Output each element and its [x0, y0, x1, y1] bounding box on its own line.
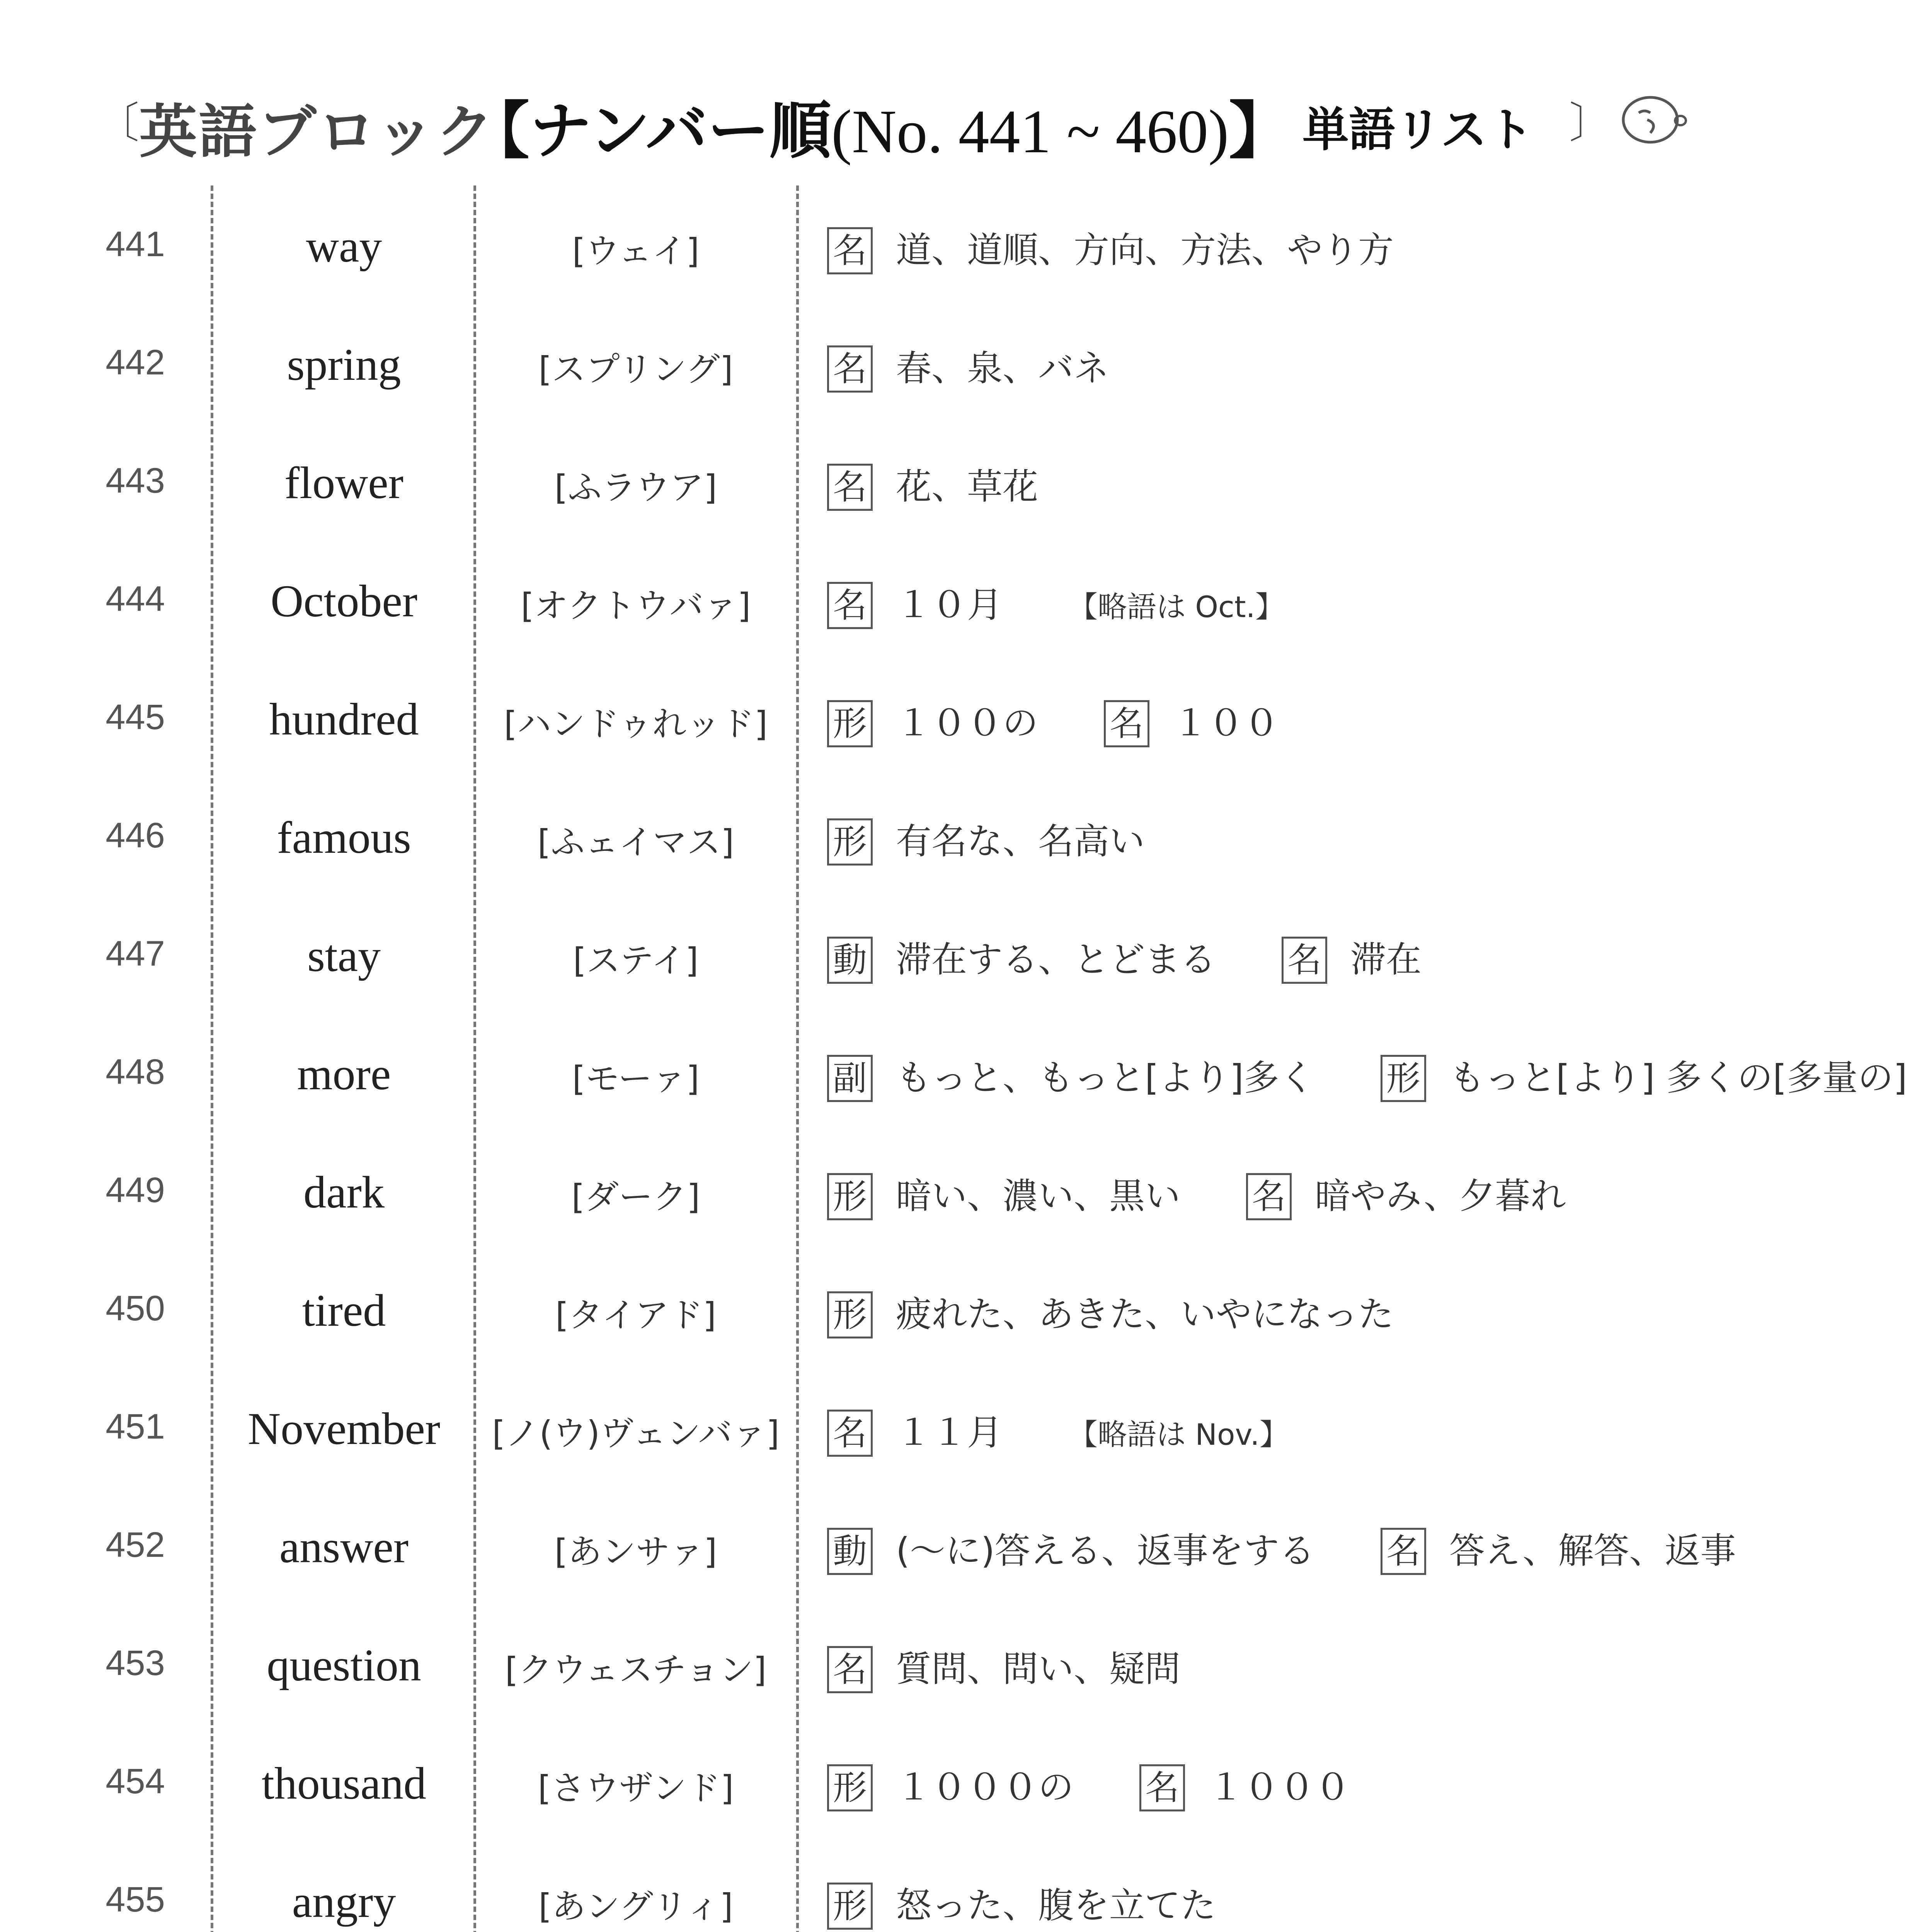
english-word: spring — [287, 339, 401, 390]
pronunciation: [さウザンド] — [538, 1768, 734, 1808]
pronunciation: [ウェイ] — [572, 231, 700, 271]
entry-number: 455 — [106, 1880, 165, 1919]
english-word: tired — [302, 1285, 386, 1336]
definition — [827, 931, 1487, 984]
part-of-speech-tag: 形 — [827, 1291, 873, 1338]
part-of-speech-tag: 形 — [827, 818, 873, 866]
english-word: hundred — [269, 694, 419, 745]
word-row — [0, 189, 1917, 308]
meaning-text: 質問、問い、疑問 — [896, 1648, 1181, 1690]
definition — [827, 340, 1175, 393]
entry-number: 444 — [106, 579, 165, 619]
entry-number: 445 — [106, 697, 165, 737]
english-word: stay — [307, 930, 381, 981]
meaning-text: (～に)答える、返事をする — [896, 1530, 1315, 1571]
entry-number: 450 — [106, 1289, 165, 1328]
english-word: answer — [279, 1522, 409, 1572]
word-row — [0, 426, 1917, 544]
meaning-text: 有名な、名高い — [896, 821, 1145, 862]
part-of-speech-tag: 名 — [827, 1646, 873, 1693]
meaning-text: 滞在 — [1350, 939, 1422, 980]
entry-number: 443 — [106, 461, 165, 500]
pronunciation: [あンサァ] — [554, 1532, 717, 1571]
part-of-speech-tag: 動 — [827, 1528, 873, 1575]
brand-logo: 英語ブロック — [139, 99, 495, 166]
page-subtitle: 単語リスト — [1302, 103, 1534, 157]
word-row — [0, 1372, 1917, 1490]
entry-number: 447 — [106, 934, 165, 973]
english-word: thousand — [261, 1758, 427, 1809]
word-row — [0, 1135, 1917, 1253]
entry-number: 451 — [106, 1407, 165, 1446]
pronunciation: [あングリィ] — [538, 1886, 733, 1926]
pronunciation: [ステイ] — [573, 940, 699, 980]
word-row — [0, 308, 1917, 426]
english-word: flower — [284, 457, 403, 508]
pronunciation: [スプリング] — [538, 349, 733, 389]
meaning-text: 暗い、濃い、黒い — [896, 1175, 1181, 1217]
header-open-bracket: 〔 — [97, 98, 139, 148]
english-word: famous — [277, 812, 411, 863]
part-of-speech-tag: 名 — [827, 227, 873, 274]
definition — [827, 222, 1459, 274]
part-of-speech-tag: 副 — [827, 1055, 873, 1102]
part-of-speech-tag: 名 — [827, 345, 873, 393]
definition — [827, 1168, 1632, 1220]
definition — [827, 577, 1285, 629]
part-of-speech-tag: 動 — [827, 937, 873, 984]
meaning-text: 花、草花 — [896, 466, 1039, 507]
word-row — [0, 1726, 1917, 1845]
definition — [827, 1049, 1917, 1102]
english-word: October — [270, 576, 418, 626]
english-word: question — [267, 1640, 421, 1690]
pronunciation: [クウェスチョン] — [505, 1650, 767, 1690]
entry-number: 449 — [106, 1170, 165, 1210]
definition — [827, 1877, 1282, 1930]
definition — [827, 695, 1345, 747]
word-row — [0, 544, 1917, 662]
definition — [827, 1286, 1459, 1338]
definition — [827, 1522, 1801, 1575]
meaning-text: 疲れた、あきた、いやになった — [896, 1294, 1394, 1335]
meaning-text: １００ — [1173, 702, 1280, 744]
usage-note: 【略語は Nov.】 — [1068, 1417, 1289, 1452]
title-prefix: 【ナンバー順 — [468, 95, 831, 167]
pronunciation: [オクトウバァ] — [521, 586, 751, 626]
definition — [827, 1404, 1289, 1457]
pronunciation: [ダーク] — [571, 1177, 700, 1217]
entry-number: 446 — [106, 816, 165, 855]
word-row — [0, 1490, 1917, 1608]
part-of-speech-tag: 名 — [1104, 700, 1149, 747]
meaning-text: １００の — [896, 702, 1039, 744]
pronunciation: [ノ(ウ)ヴェンバァ] — [492, 1413, 780, 1453]
word-row — [0, 1608, 1917, 1726]
word-row — [0, 781, 1917, 899]
pronunciation: [モーァ] — [572, 1059, 700, 1099]
meaning-text: １０００ — [1208, 1767, 1351, 1808]
mascot-icon — [1612, 89, 1689, 151]
definition — [827, 813, 1210, 866]
word-row — [0, 1253, 1917, 1372]
meaning-text: 答え、解答、返事 — [1449, 1530, 1736, 1571]
part-of-speech-tag: 名 — [827, 1410, 873, 1457]
meaning-text: もっと、もっと[より]多く — [896, 1057, 1315, 1099]
entry-number: 452 — [106, 1525, 165, 1565]
part-of-speech-tag: 名 — [827, 464, 873, 511]
meaning-text: 滞在する、とどまる — [896, 939, 1216, 980]
entry-number: 442 — [106, 343, 165, 382]
word-row — [0, 1845, 1917, 1932]
english-word: way — [306, 221, 382, 272]
meaning-text: 春、泉、バネ — [896, 348, 1110, 389]
part-of-speech-tag: 形 — [827, 700, 873, 747]
definition — [827, 458, 1104, 511]
english-word: dark — [303, 1167, 385, 1218]
meaning-text: １１月 — [896, 1412, 1003, 1453]
part-of-speech-tag: 名 — [1139, 1764, 1185, 1811]
meaning-text: １０月 — [896, 584, 1003, 626]
header-close-bracket: 〕 — [1569, 98, 1612, 148]
pronunciation: [ふラウア] — [554, 468, 717, 507]
part-of-speech-tag: 名 — [827, 582, 873, 629]
english-word: November — [247, 1403, 441, 1454]
page-header — [97, 77, 1836, 166]
entry-number: 454 — [106, 1762, 165, 1801]
english-word: more — [297, 1049, 391, 1099]
part-of-speech-tag: 名 — [1381, 1528, 1426, 1575]
part-of-speech-tag: 形 — [1381, 1055, 1426, 1102]
meaning-text: もっと[より] 多くの[多量の] — [1449, 1057, 1907, 1099]
word-row — [0, 1017, 1917, 1135]
meaning-text: １０００の — [896, 1767, 1074, 1808]
word-row — [0, 662, 1917, 781]
entry-number: 453 — [106, 1643, 165, 1683]
meaning-text: 怒った、腹を立てた — [896, 1885, 1216, 1926]
pronunciation: [ハンドゥれッド] — [504, 704, 768, 744]
part-of-speech-tag: 形 — [827, 1883, 873, 1930]
meaning-text: 暗やみ、夕暮れ — [1315, 1175, 1566, 1217]
entry-number: 441 — [106, 224, 165, 264]
part-of-speech-tag: 名 — [1246, 1173, 1292, 1220]
word-row — [0, 899, 1917, 1017]
page-title — [468, 81, 1291, 170]
part-of-speech-tag: 名 — [1282, 937, 1327, 984]
meaning-text: 道、道順、方向、方法、やり方 — [896, 230, 1394, 271]
pronunciation: [ふェイマス] — [537, 822, 734, 862]
part-of-speech-tag: 形 — [827, 1173, 873, 1220]
definition — [827, 1759, 1416, 1811]
title-suffix: 】 — [1229, 95, 1291, 167]
usage-note: 【略語は Oct.】 — [1068, 590, 1285, 624]
english-word: angry — [292, 1876, 396, 1927]
number-range: (No. 441 ~ 460) — [831, 97, 1229, 166]
pronunciation: [タイアド] — [555, 1295, 717, 1335]
definition — [827, 1641, 1246, 1693]
part-of-speech-tag: 形 — [827, 1764, 873, 1811]
entry-number: 448 — [106, 1052, 165, 1092]
